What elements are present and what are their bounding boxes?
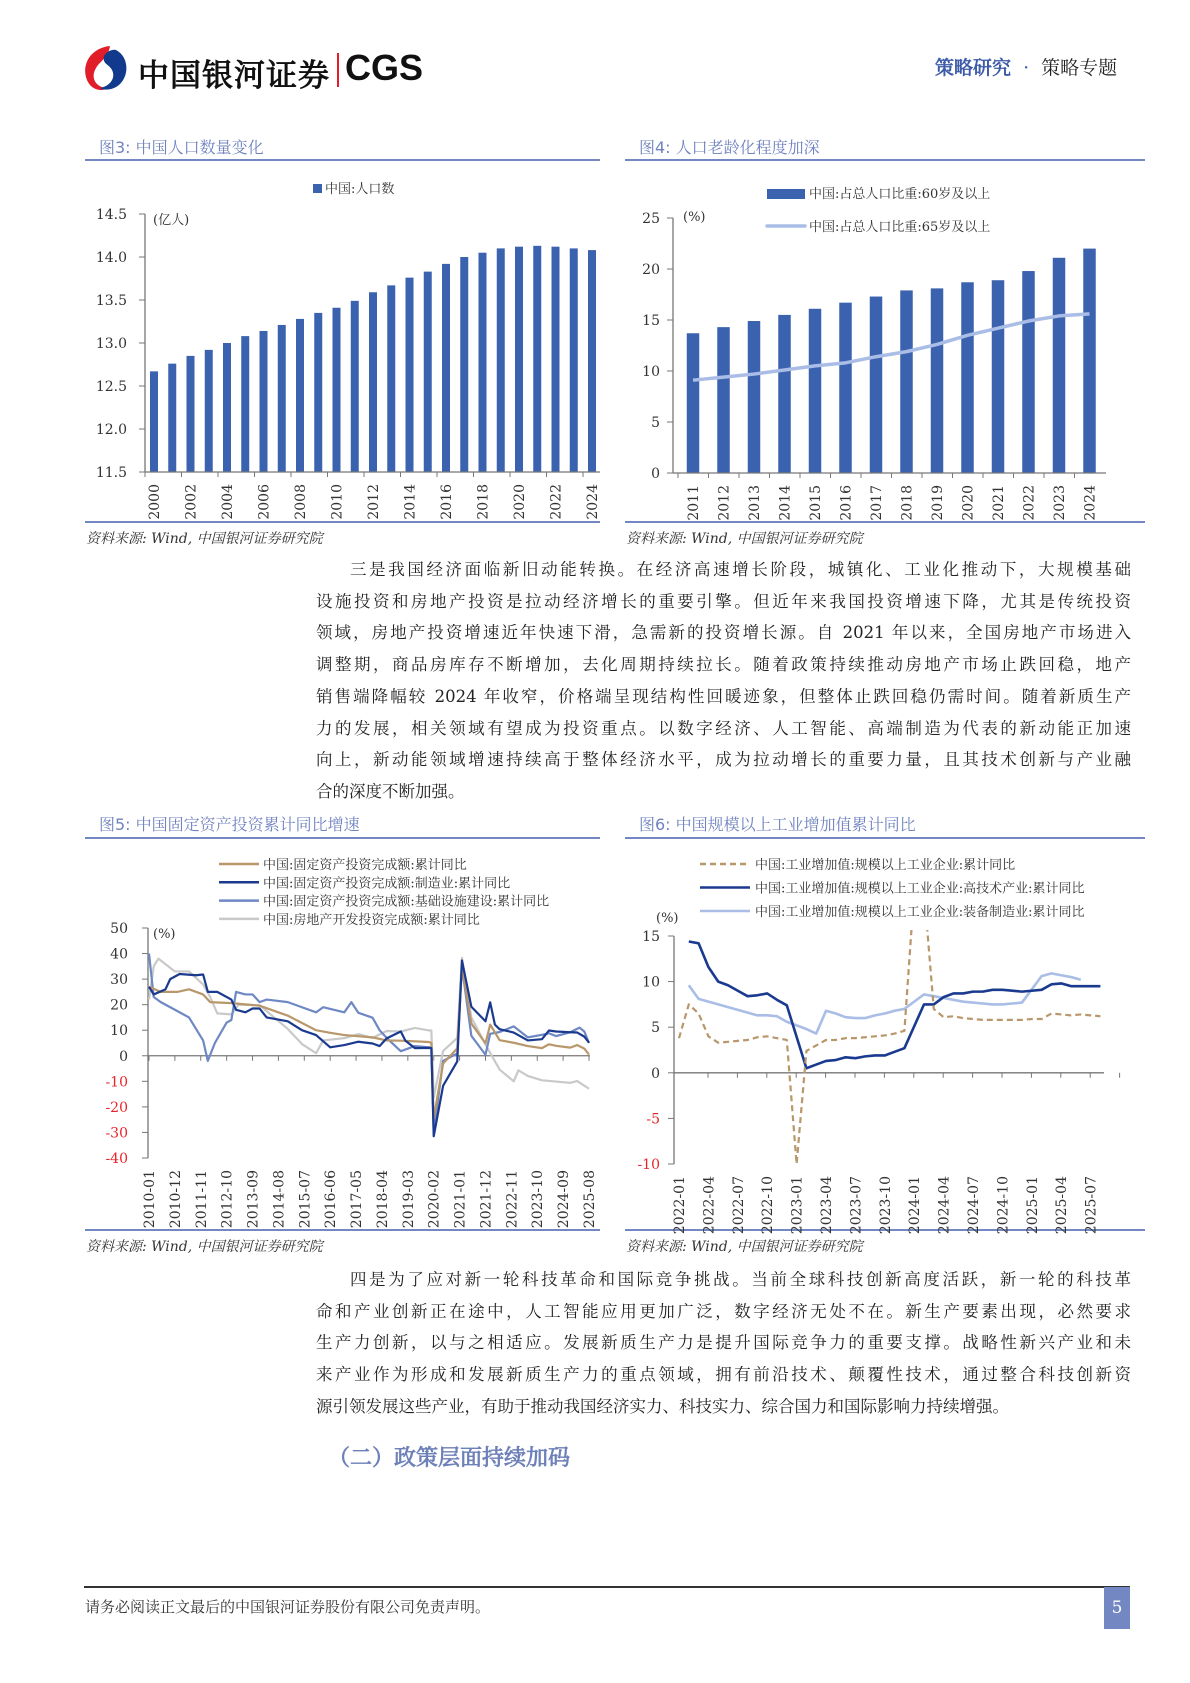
bar: [992, 280, 1005, 473]
legend-label: 中国:固定资产投资完成额:制造业:累计同比: [263, 876, 511, 892]
bar: [778, 315, 791, 473]
x-tick-label: 2014: [777, 485, 794, 521]
fig6-chart: [637, 857, 1119, 1234]
y-tick-label: -10: [105, 1074, 128, 1091]
bar: [369, 292, 377, 472]
fig6-title: 图6: 中国规模以上工业增加值累计同比: [639, 815, 916, 834]
y-tick-label: 10: [110, 1023, 128, 1040]
y-tick-label: 12.5: [95, 379, 127, 395]
x-tick-label: 2023-10: [877, 1176, 894, 1235]
bar: [333, 308, 341, 472]
page-number: 5: [1104, 1587, 1130, 1629]
x-tick-label: 2011-11: [193, 1170, 210, 1229]
fig5-source: 资料来源: Wind, 中国银河证券研究院: [86, 1239, 323, 1255]
x-tick-label: 2025-01: [1024, 1176, 1041, 1235]
y-tick-label: 0: [651, 466, 660, 482]
bar: [278, 325, 286, 472]
brand-name-en: CGS: [345, 47, 424, 88]
bar: [809, 309, 822, 473]
x-tick-label: 2022-07: [730, 1176, 747, 1235]
y-tick-label: 10: [642, 364, 660, 380]
x-tick-label: 2021: [991, 485, 1007, 521]
bar: [168, 364, 176, 472]
bar: [260, 331, 268, 472]
fig6-plot-area: [679, 890, 1100, 1164]
bar: [314, 313, 322, 472]
bar: [479, 253, 487, 472]
y-tick-label: 14.0: [95, 250, 127, 266]
x-tick-label: 2019-03: [400, 1170, 417, 1229]
section-heading: （二）政策层面持续加码: [328, 1446, 571, 1471]
y-tick-label: 0: [119, 1048, 128, 1065]
bar: [296, 319, 304, 472]
bar: [515, 247, 523, 472]
bar: [460, 257, 468, 472]
x-tick-label: 2020: [960, 485, 977, 521]
y-tick-label: 13.5: [95, 293, 127, 309]
x-tick-label: 2022: [548, 484, 565, 520]
x-tick-label: 2016: [838, 485, 855, 521]
y-tick-label: 25: [642, 211, 660, 227]
bar: [205, 350, 213, 472]
bar: [870, 297, 883, 473]
category-secondary: 策略专题: [1041, 57, 1118, 79]
fig3-title: 图3: 中国人口数量变化: [99, 138, 264, 157]
y-tick-label: 11.5: [95, 465, 127, 481]
x-tick-label: 2024-09: [556, 1170, 573, 1229]
bar: [748, 321, 761, 473]
paragraph-line: 领域，房地产投资增速近年快速下滑，急需新的投资增长源。自 2021 年以来，全国房地产市场进入: [316, 623, 1131, 643]
legend-swatch: [313, 184, 322, 193]
bar: [424, 272, 432, 472]
x-tick-label: 2000: [147, 484, 163, 520]
x-tick-label: 2024: [585, 484, 601, 520]
bar: [931, 288, 944, 473]
bar: [717, 327, 730, 473]
fig4-source: 资料来源: Wind, 中国银河证券研究院: [626, 531, 863, 547]
fig4-title: 图4: 人口老龄化程度加深: [639, 138, 820, 157]
paragraph-line: 力的发展，相关领域有望成为投资重点。以数字经济、人工智能、高端制造为代表的新动能正加速: [316, 718, 1131, 738]
legend-label: 中国:工业增加值:规模以上工业企业:装备制造业:累计同比: [755, 905, 1085, 920]
x-tick-label: 2024-10: [995, 1176, 1012, 1235]
y-tick-label: 10: [642, 974, 660, 991]
x-tick-label: 2004: [220, 484, 236, 520]
y-tick-label: -40: [105, 1151, 128, 1167]
x-tick-label: 2008: [293, 484, 309, 520]
x-tick-label: 2025-07: [1083, 1176, 1100, 1235]
x-tick-label: 2022-10: [760, 1176, 777, 1235]
x-tick-label: 2017-05: [349, 1170, 366, 1229]
y-tick-label: 0: [651, 1065, 660, 1082]
legend-label: 中国:占总人口比重:65岁及以上: [809, 220, 991, 235]
bar: [570, 248, 578, 472]
bar: [241, 336, 249, 472]
x-tick-label: 2025-08: [582, 1170, 599, 1229]
bar: [1053, 258, 1066, 473]
line-series-3: [149, 958, 589, 1098]
legend-swatch: [767, 189, 805, 199]
x-tick-label: 2024-01: [907, 1176, 924, 1235]
brand-name-cn: 中国银河证券: [138, 58, 330, 94]
x-tick-label: 2021-12: [478, 1170, 495, 1229]
unit-label: (%): [656, 911, 679, 926]
paragraph-line: 源引领发展这些产业，有助于推动我国经济实力、科技实力、综合国力和国际影响力持续增强。: [316, 1396, 1009, 1416]
y-tick-label: 20: [110, 997, 128, 1014]
x-tick-label: 2016-06: [323, 1170, 340, 1229]
x-tick-label: 2022: [1021, 485, 1038, 521]
bar: [839, 303, 852, 473]
x-tick-label: 2013-09: [245, 1170, 262, 1229]
paragraph-line: 命和产业创新正在途中，人工智能应用更加广泛，数字经济无处不在。新生产要素出现，必然要求: [316, 1301, 1131, 1321]
x-tick-label: 2015: [808, 485, 824, 521]
x-tick-label: 2022-11: [504, 1170, 521, 1229]
x-tick-label: 2019: [930, 485, 946, 521]
y-tick-label: 15: [642, 313, 660, 329]
x-tick-label: 2024-07: [966, 1176, 982, 1235]
legend-label: 中国:固定资产投资完成额:基础设施建设:累计同比: [263, 894, 550, 910]
y-tick-label: 14.5: [95, 207, 127, 223]
x-tick-label: 2025-04: [1054, 1176, 1071, 1235]
y-tick-label: 5: [651, 415, 660, 431]
line-series-0: [679, 890, 1100, 1164]
paragraph-line: 三是我国经济面临新旧动能转换。在经济高速增长阶段，城镇化、工业化推动下，大规模基础: [350, 560, 1131, 579]
x-tick-label: 2012-10: [219, 1170, 236, 1229]
fig3-source: 资料来源: Wind, 中国银河证券研究院: [86, 531, 323, 547]
bar: [351, 301, 359, 472]
y-tick-label: -10: [637, 1157, 660, 1173]
line-series-1: [689, 941, 1101, 1068]
line-series-2: [689, 973, 1081, 1033]
y-tick-label: -5: [646, 1111, 660, 1128]
x-tick-label: 2017: [869, 485, 885, 521]
y-tick-label: 12.0: [95, 422, 127, 438]
x-tick-label: 2023-07: [848, 1176, 865, 1235]
bar: [900, 290, 913, 473]
paragraph-line: 设施投资和房地产投资是拉动经济增长的重要引擎。但近年来我国投资增速下降，尤其是传统投资: [316, 591, 1131, 611]
bar: [150, 371, 158, 472]
bar: [588, 250, 596, 472]
unit-label: (亿人): [153, 213, 190, 228]
x-tick-label: 2023-01: [789, 1176, 806, 1235]
legend-label: 中国:工业增加值:规模以上工业企业:累计同比: [755, 858, 1016, 873]
bar: [442, 264, 450, 472]
x-tick-label: 2022-04: [701, 1176, 718, 1235]
paragraph-line: 调整期，商品房库存不断增加，去化周期持续拉长。随着政策持续推动房地产市场止跌回稳，地产: [316, 655, 1131, 675]
x-tick-label: 2010-12: [167, 1170, 184, 1229]
y-tick-label: 13.0: [95, 336, 127, 352]
legend-label: 中国:房地产开发投资完成额:累计同比: [263, 912, 480, 928]
x-tick-label: 2012: [366, 484, 382, 520]
x-tick-label: 2020-02: [426, 1170, 443, 1229]
x-tick-label: 2023-10: [530, 1170, 547, 1229]
paragraph-line: 合的深度不断加强。: [316, 781, 465, 801]
x-tick-label: 2010-01: [142, 1170, 158, 1229]
x-tick-label: 2014: [402, 484, 419, 520]
fig6-source: 资料来源: Wind, 中国银河证券研究院: [626, 1239, 863, 1255]
x-tick-label: 2023: [1052, 485, 1068, 521]
y-tick-label: 20: [642, 262, 660, 278]
paragraph-line: 生产力创新，以与之相适应。发展新质生产力是提升国际竞争力的重要支撑。战略性新兴产业和未: [316, 1333, 1131, 1353]
bar: [406, 278, 414, 472]
y-tick-label: -20: [105, 1099, 128, 1116]
x-tick-label: 2023-04: [819, 1176, 835, 1235]
paragraph-line: 向上，新动能领域增速持续高于整体经济水平，成为拉动增长的重要力量，且其技术创新与产业融: [316, 750, 1131, 770]
x-tick-label: 2011: [686, 485, 702, 521]
x-tick-label: 2018: [899, 485, 916, 521]
fig5-title: 图5: 中国固定资产投资累计同比增速: [99, 815, 360, 834]
x-tick-label: 2024-04: [936, 1176, 953, 1235]
bar: [497, 248, 505, 472]
y-tick-label: 50: [110, 921, 128, 937]
bar: [1022, 271, 1035, 473]
legend-label: 中国:工业增加值:规模以上工业企业:高技术产业:累计同比: [755, 881, 1085, 897]
bar: [1083, 249, 1096, 473]
bar: [533, 246, 541, 472]
paragraph-line: 四是为了应对新一轮科技革命和国际竞争挑战。当前全球科技创新高度活跃，新一轮的科技革: [350, 1270, 1131, 1289]
line-series-1: [149, 960, 589, 1136]
category-primary: 策略研究: [935, 57, 1012, 79]
y-tick-label: 5: [651, 1020, 660, 1037]
x-tick-label: 2024: [1082, 485, 1099, 521]
x-tick-label: 2021-01: [452, 1170, 469, 1229]
paragraph-line: 来产业作为形成和发展新质生产力的重点领域，拥有前沿技术、颠覆性技术，通过整合科技创新资: [316, 1365, 1131, 1385]
x-tick-label: 2018-04: [374, 1170, 391, 1229]
y-tick-label: 40: [110, 946, 128, 963]
category-separator: ·: [1023, 57, 1030, 79]
fig3-chart: [96, 181, 601, 520]
legend-label: 中国:固定资产投资完成额:累计同比: [263, 858, 467, 873]
x-tick-label: 2013: [747, 485, 763, 521]
x-tick-label: 2002: [183, 484, 200, 520]
x-tick-label: 2006: [256, 484, 273, 520]
y-tick-label: 15: [642, 929, 660, 945]
x-tick-label: 2020: [512, 484, 528, 520]
fig5-chart: [105, 857, 598, 1228]
legend-label: 中国:人口数: [325, 182, 395, 197]
x-tick-label: 2015-07: [297, 1170, 314, 1229]
bar: [961, 282, 974, 473]
y-tick-label: -30: [105, 1125, 128, 1142]
paragraph-line: 销售端降幅较 2024 年收窄，价格端呈现结构性回暖迹象，但整体止跌回稳仍需时间。随着新质生产: [316, 686, 1131, 706]
x-tick-label: 2022-01: [672, 1176, 688, 1235]
footer-disclaimer: 请务必阅读正文最后的中国银河证券股份有限公司免责声明。: [85, 1598, 491, 1616]
x-tick-label: 2016: [439, 484, 455, 520]
x-tick-label: 2010: [329, 484, 346, 520]
bar: [187, 356, 195, 472]
legend-label: 中国:占总人口比重:60岁及以上: [809, 187, 991, 202]
bar: [223, 343, 231, 472]
y-tick-label: 30: [110, 972, 128, 989]
x-tick-label: 2018: [475, 484, 492, 520]
bar: [552, 247, 560, 472]
bar: [387, 285, 395, 472]
x-tick-label: 2012: [716, 485, 733, 521]
fig4-chart: [642, 186, 1106, 521]
unit-label: (%): [683, 210, 706, 225]
unit-label: (%): [153, 927, 176, 942]
bar: [687, 333, 700, 473]
x-tick-label: 2014-08: [271, 1170, 288, 1229]
